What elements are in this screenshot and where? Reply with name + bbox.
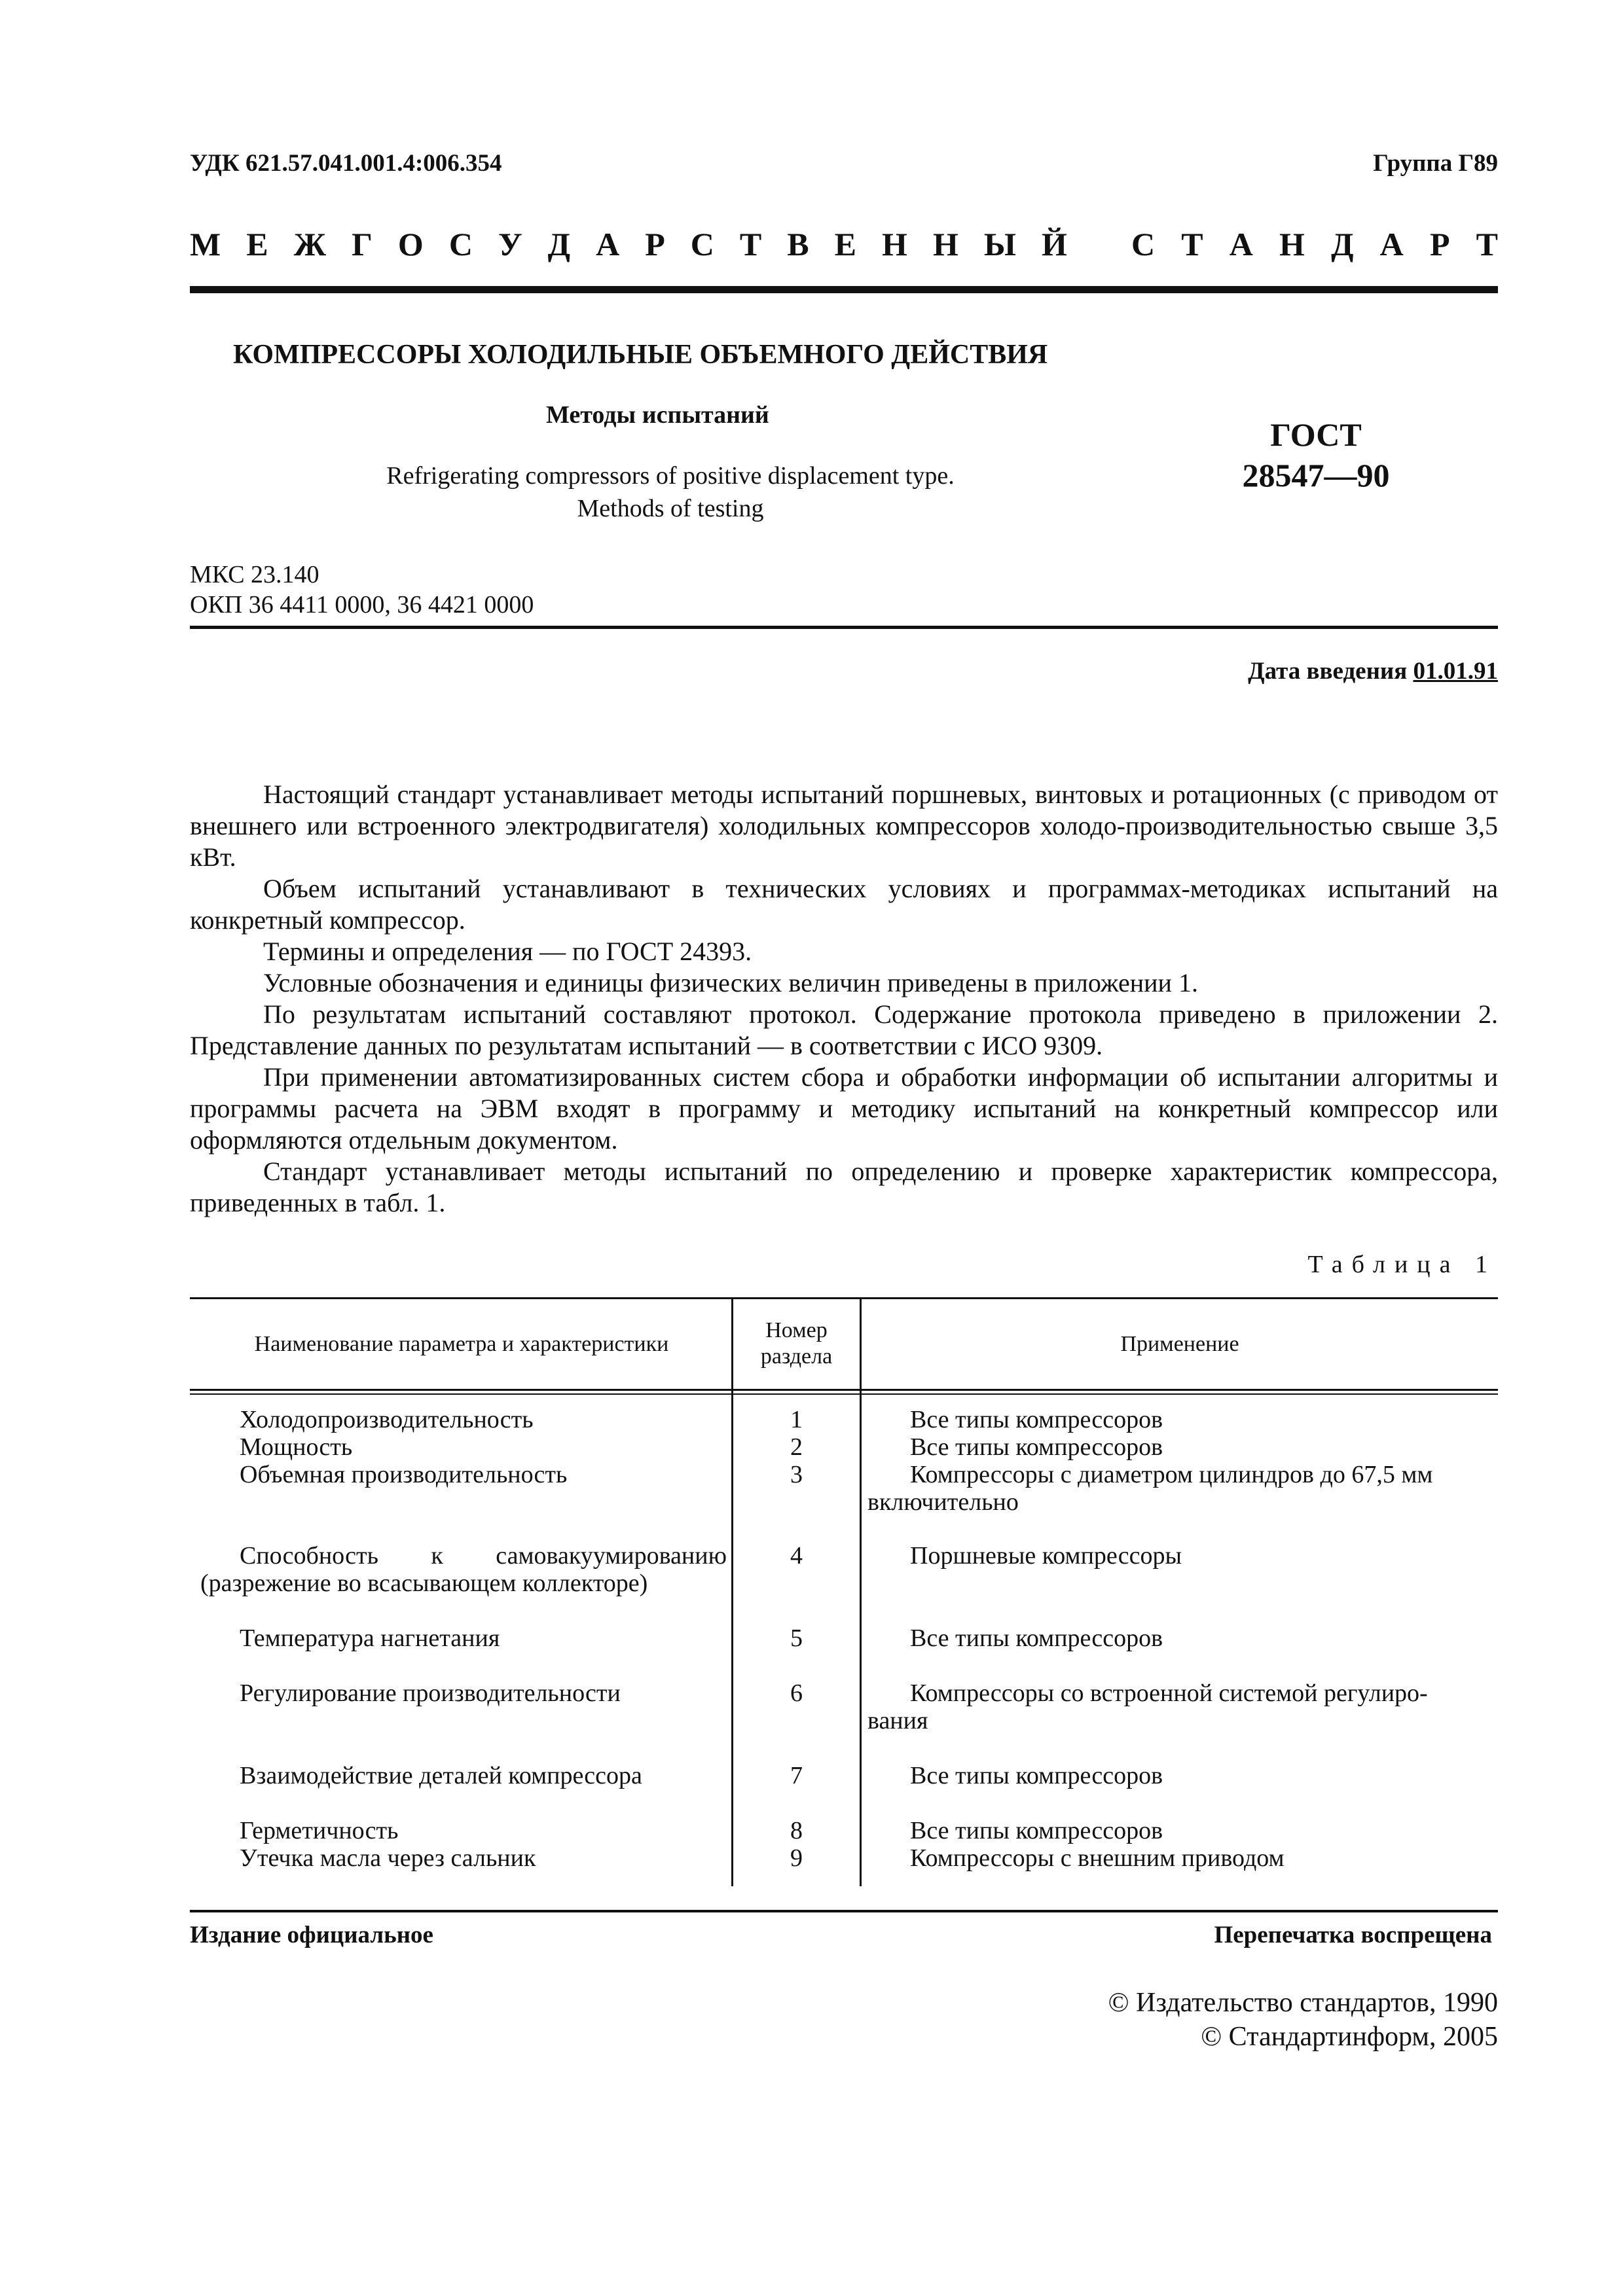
gost-label-line-2: 28547—90 (1242, 457, 1390, 493)
classification-codes (190, 560, 534, 620)
row-6-application-cont: вания (867, 1707, 928, 1734)
row-5-application: Все типы компрессоров (910, 1624, 1163, 1652)
document-subtitle: Методы испытаний (546, 401, 769, 429)
copyright-block (1108, 1986, 1498, 2054)
udk-code: УДК 621.57.041.001.4:006.354 (190, 150, 502, 177)
top-rule (190, 286, 1498, 293)
row-4-application: Поршневые компрессоры (910, 1542, 1182, 1570)
mks-code: МКС 23.140 (190, 561, 319, 588)
standard-banner (190, 225, 1498, 263)
row-8-number: 8 (790, 1817, 803, 1844)
row-6-application: Компрессоры со встроенной системой регулиро- (910, 1679, 1428, 1707)
english-title-line-2: Methods of testing (577, 495, 764, 522)
row-2-application: Все типы компрессоров (910, 1433, 1163, 1461)
group-code: Группа Г89 (1373, 150, 1498, 177)
row-7-application: Все типы компрессоров (910, 1762, 1163, 1789)
row-9-application: Компрессоры с внешним приводом (910, 1844, 1285, 1872)
banner-letter: Ж (293, 226, 327, 262)
table-header-border-2 (190, 1393, 1498, 1395)
banner-letter: Д (1331, 226, 1354, 262)
official-edition-label: Издание официальное (190, 1922, 433, 1948)
table-top-border (190, 1297, 1498, 1299)
paragraph: При применении автоматизированных систем сбора и обработки информации об испытании алгоритмы и программы расчета на ЭВМ входят в программу и методику испытаний на конкретный компрессор или оформляются отдельным документом. (190, 1062, 1498, 1155)
header-application: Применение (1120, 1332, 1239, 1356)
row-3-application: Компрессоры с диаметром цилиндров до 67,5 мм (910, 1461, 1433, 1488)
row-1-param: Холодопроизводительность (240, 1406, 534, 1433)
gost-number (1241, 414, 1391, 495)
row-3-number: 3 (790, 1461, 803, 1488)
banner-letter: Н (882, 226, 907, 262)
row-7-number: 7 (790, 1762, 803, 1789)
banner-letter: Ы (983, 226, 1016, 262)
row-2-param: Мощность (240, 1433, 353, 1461)
banner-word-1 (190, 225, 1067, 263)
row-7-param: Взаимодействие деталей компрессора (240, 1762, 642, 1789)
banner-letter: Д (547, 226, 571, 262)
row-4-param-cont: (разрежение во всасывающем коллекторе) (200, 1570, 648, 1597)
banner-letter: Т (739, 226, 762, 262)
banner-letter: А (1379, 226, 1404, 262)
row-5-param: Температура нагнетания (240, 1624, 500, 1652)
introduction-date (1248, 657, 1498, 685)
gost-label-line-1: ГОСТ (1270, 416, 1362, 453)
banner-letter: А (596, 226, 620, 262)
table-col-divider-2 (860, 1297, 862, 1886)
date-label: Дата введения (1248, 658, 1408, 685)
english-title (361, 459, 979, 525)
document-title: КОМПРЕССОРЫ ХОЛОДИЛЬНЫЕ ОБЪЕМНОГО ДЕЙСТВИЯ (233, 340, 1048, 370)
banner-letter: Р (1429, 226, 1450, 262)
banner-letter: М (190, 226, 221, 262)
copyright-line-2: © Стандартинформ, 2005 (1201, 2022, 1498, 2052)
banner-letter: Н (1279, 226, 1305, 262)
table-header-border (190, 1389, 1498, 1391)
banner-letter: Р (645, 226, 665, 262)
paragraph: Стандарт устанавливает методы испытаний по определению и проверке характеристик компрессора, приведенных в табл. 1. (190, 1157, 1498, 1217)
footer-rule (190, 1910, 1498, 1912)
row-5-number: 5 (790, 1624, 803, 1652)
row-3-application-cont: включительно (867, 1488, 1019, 1516)
banner-letter: С (448, 226, 473, 262)
header-number-line-2: раздела (760, 1344, 833, 1369)
banner-letter: А (1229, 226, 1253, 262)
body-text (190, 779, 1498, 1219)
paragraph: Объем испытаний устанавливают в технических условиях и программах-методиках испытаний на конкретный компрессор. (190, 874, 1498, 935)
english-title-line-1: Refrigerating compressors of positive displacement type. (386, 462, 955, 490)
header-number-line-1: Номер (765, 1318, 828, 1342)
paragraph: Термины и определения — по ГОСТ 24393. (263, 937, 752, 966)
copyright-line-1: © Издательство стандартов, 1990 (1108, 1988, 1498, 2018)
banner-letter: У (498, 226, 522, 262)
banner-letter: Е (246, 226, 268, 262)
row-1-number: 1 (790, 1406, 803, 1433)
banner-letter: Н (932, 226, 958, 262)
row-1-application: Все типы компрессоров (910, 1406, 1163, 1433)
banner-letter: Т (1476, 226, 1498, 262)
banner-letter: Й (1041, 226, 1067, 262)
banner-letter: В (787, 226, 809, 262)
row-9-param: Утечка масла через сальник (240, 1844, 536, 1872)
table-caption: Таблица 1 (1307, 1251, 1497, 1278)
row-8-application: Все типы компрессоров (910, 1817, 1163, 1844)
header-param: Наименование параметра и характеристики (254, 1332, 669, 1356)
row-8-param: Герметичность (240, 1817, 399, 1844)
middle-rule (190, 626, 1498, 629)
banner-letter: С (690, 226, 714, 262)
row-4-param: Способность к самовакуумированию (240, 1542, 727, 1570)
banner-letter: Г (352, 226, 373, 262)
row-3-param: Объемная производительность (240, 1461, 568, 1488)
okp-code: ОКП 36 4411 0000, 36 4421 0000 (190, 591, 534, 619)
banner-letter: О (397, 226, 424, 262)
header-section-number (733, 1318, 860, 1370)
banner-letter: Е (834, 226, 856, 262)
date-value: 01.01.91 (1413, 658, 1498, 685)
row-4-number: 4 (790, 1542, 803, 1570)
row-2-number: 2 (790, 1433, 803, 1461)
row-6-number: 6 (790, 1679, 803, 1707)
banner-letter: Т (1181, 226, 1203, 262)
paragraph: По результатам испытаний составляют протокол. Содержание протокола приведено в приложении 2. Представление данных по результатам испытаний — в соответствии с ИСО 9309. (190, 999, 1498, 1060)
reprint-prohibited-label: Перепечатка воспрещена (1214, 1922, 1492, 1948)
banner-word-2 (1131, 225, 1498, 263)
paragraph: Настоящий стандарт устанавливает методы испытаний поршневых, винтовых и ротационных (с приводом от внешнего или встроенного электродвигателя) холодильных компрессоров холодо-производительностью свыше 3,5 кВт. (190, 780, 1498, 872)
row-6-param: Регулирование производительности (240, 1679, 621, 1707)
paragraph: Условные обозначения и единицы физических величин приведены в приложении 1. (263, 968, 1198, 997)
banner-letter: С (1131, 226, 1156, 262)
table-col-divider-1 (731, 1297, 733, 1886)
row-9-number: 9 (790, 1844, 803, 1872)
